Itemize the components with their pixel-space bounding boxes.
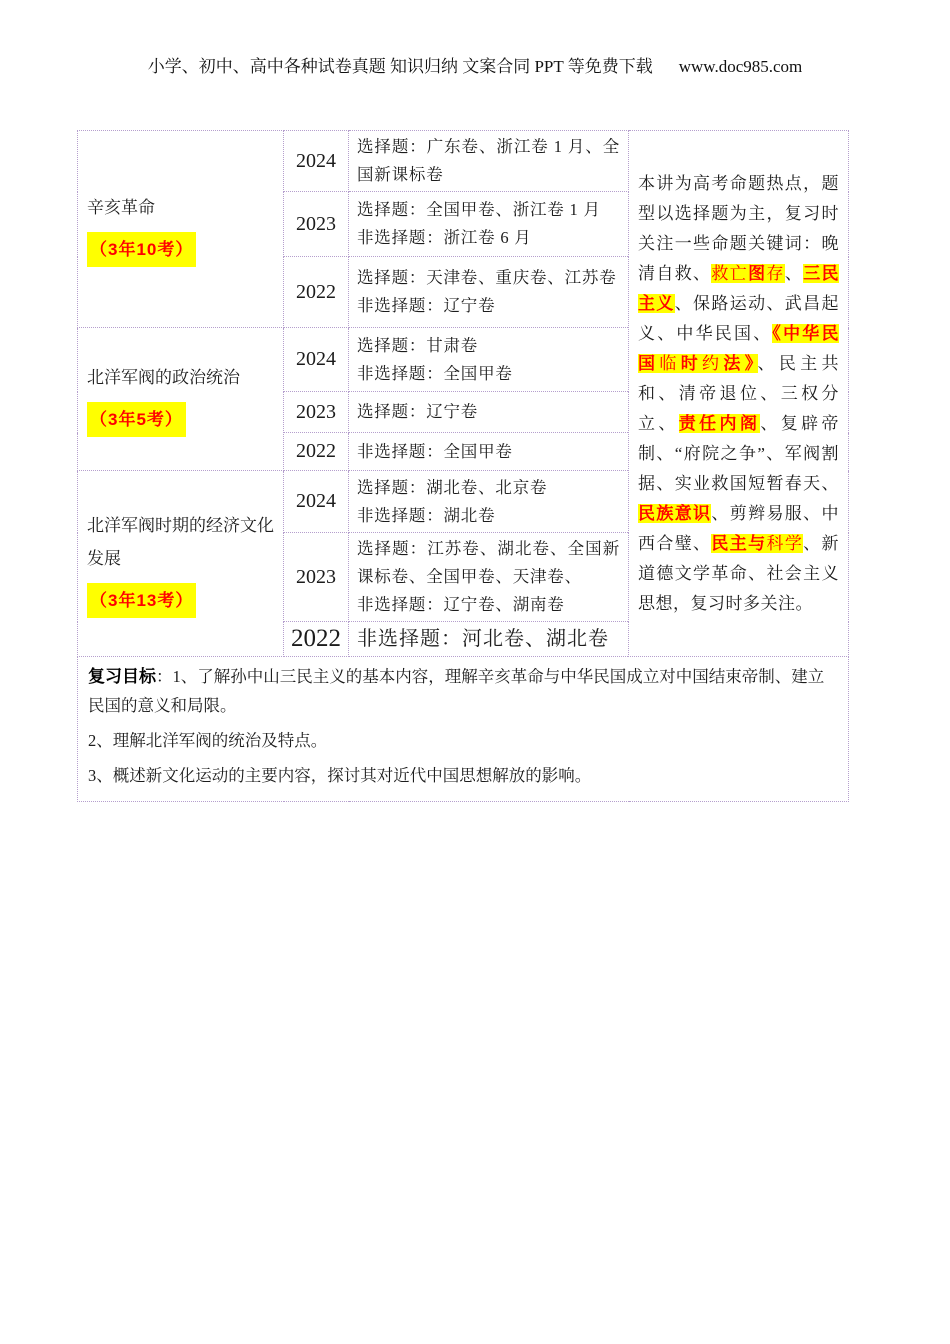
question-line: 非选择题：辽宁卷 (357, 296, 496, 315)
page-header (0, 52, 950, 77)
analysis-text: 本讲为高考命题热点，题型以选择题为主，复习时关注一些命题关键词：晚清自救、 (638, 173, 839, 283)
analysis-text: 、复辟帝制、“府院之争”、军阀割据、实业救国短暂春天、 (638, 413, 840, 493)
question-line: 非选择题：浙江卷 6 月 (357, 228, 532, 247)
topic-exam-count-badge: （3年5考） (87, 402, 186, 437)
question-line: 选择题：湖北卷、北京卷 (357, 477, 548, 497)
review-goals-row (78, 657, 849, 802)
question-line: 选择题：广东卷、浙江卷 1 月、全国新课标卷 (357, 137, 620, 184)
question-types-cell (349, 392, 629, 433)
analysis-text: 、 (784, 263, 804, 283)
table-row (78, 131, 849, 192)
analysis-keyword-highlight: 三民主义 (638, 263, 840, 313)
analysis-text: 、剪辫易服、中西合璧、 (638, 503, 840, 553)
analysis-keyword-highlight: 民族意识 (638, 503, 712, 523)
analysis-keyword-highlight: 图 (748, 263, 767, 283)
year-cell: 2024 (284, 471, 349, 533)
topic-title: 辛亥革命 (87, 198, 155, 217)
question-line: 选择题：江苏卷、湖北卷、全国新课标卷、全国甲卷、天津卷、 (357, 539, 620, 586)
topic-title: 北洋军阀的政治统治 (87, 368, 240, 387)
analysis-keyword-highlight: 救亡 (711, 263, 749, 283)
question-types-cell (349, 257, 629, 328)
year-cell: 2023 (284, 192, 349, 257)
question-line: 非选择题：辽宁卷、湖南卷 (357, 595, 565, 614)
year-cell: 2022 (284, 433, 349, 471)
analysis-keyword-highlight: 存 (766, 263, 785, 283)
analysis-keyword-highlight: 责任内阁 (678, 413, 761, 433)
review-goal-line: 3、概述新文化运动的主要内容，探讨其对近代中国思想解放的影响。 (88, 766, 592, 785)
question-types-cell (349, 131, 629, 192)
analysis-keyword-highlight: 《中华民国 (638, 323, 840, 373)
analysis-keyword-highlight: 临 (659, 353, 681, 373)
header-site-url[interactable]: www.doc985.com (678, 57, 803, 76)
question-line: 非选择题：全国甲卷 (357, 363, 513, 383)
question-types-cell (349, 328, 629, 392)
analysis-keyword-highlight: 法》 (723, 353, 758, 373)
year-cell: 2024 (284, 328, 349, 392)
question-line: 非选择题：河北卷、湖北卷 (357, 628, 609, 650)
analysis-keyword-highlight: 科学 (766, 533, 804, 553)
year-cell: 2024 (284, 131, 349, 192)
topic-cell (78, 471, 284, 657)
question-line: 选择题：辽宁卷 (357, 402, 479, 421)
question-line: 选择题：天津卷、重庆卷、江苏卷 (357, 268, 617, 287)
analysis-cell (629, 131, 849, 657)
question-line: 非选择题：全国甲卷 (357, 441, 513, 461)
question-types-cell (349, 622, 629, 657)
topic-cell (78, 328, 284, 471)
year-cell: 2023 (284, 533, 349, 622)
topic-title: 北洋军阀时期的经济文化发展 (87, 516, 274, 568)
question-types-cell (349, 533, 629, 622)
review-goal-line: 2、理解北洋军阀的统治及特点。 (88, 731, 328, 750)
analysis-keyword-highlight: 时 (680, 353, 703, 373)
question-types-cell (349, 433, 629, 471)
question-line: 选择题：甘肃卷 (357, 335, 479, 355)
review-goals-cell (78, 657, 849, 802)
topic-exam-count-badge: （3年13考） (87, 583, 196, 618)
analysis-text: 、民主共和、清帝退位、三权分立、 (638, 353, 840, 433)
year-cell: 2023 (284, 392, 349, 433)
question-line: 选择题：全国甲卷、浙江卷 1 月 (357, 200, 601, 219)
topic-exam-count-badge: （3年10考） (87, 232, 196, 267)
topic-cell (78, 131, 284, 328)
year-cell: 2022 (284, 257, 349, 328)
review-goal-line: 复习目标：1、了解孙中山三民主义的基本内容，理解辛亥革命与中华民国成立对中国结束帝制、建立民国的意义和局限。 (88, 667, 825, 715)
year-cell: 2022 (284, 622, 349, 657)
exam-overview-table (77, 130, 849, 802)
analysis-keyword-highlight: 民主与 (711, 533, 767, 553)
header-slogan: 小学、初中、高中各种试卷真题 知识归纳 文案合同 PPT 等免费下载 (147, 57, 653, 76)
analysis-text: 、保路运动、武昌起义、中华民国、 (638, 293, 840, 343)
review-goals-label: 复习目标 (88, 667, 156, 686)
question-line: 非选择题：湖北卷 (357, 505, 496, 525)
question-types-cell (349, 471, 629, 533)
question-types-cell (349, 192, 629, 257)
analysis-keyword-highlight: 约 (702, 353, 724, 373)
analysis-text: 、新道德文学革命、社会主义思想，复习时多关注。 (638, 533, 840, 613)
